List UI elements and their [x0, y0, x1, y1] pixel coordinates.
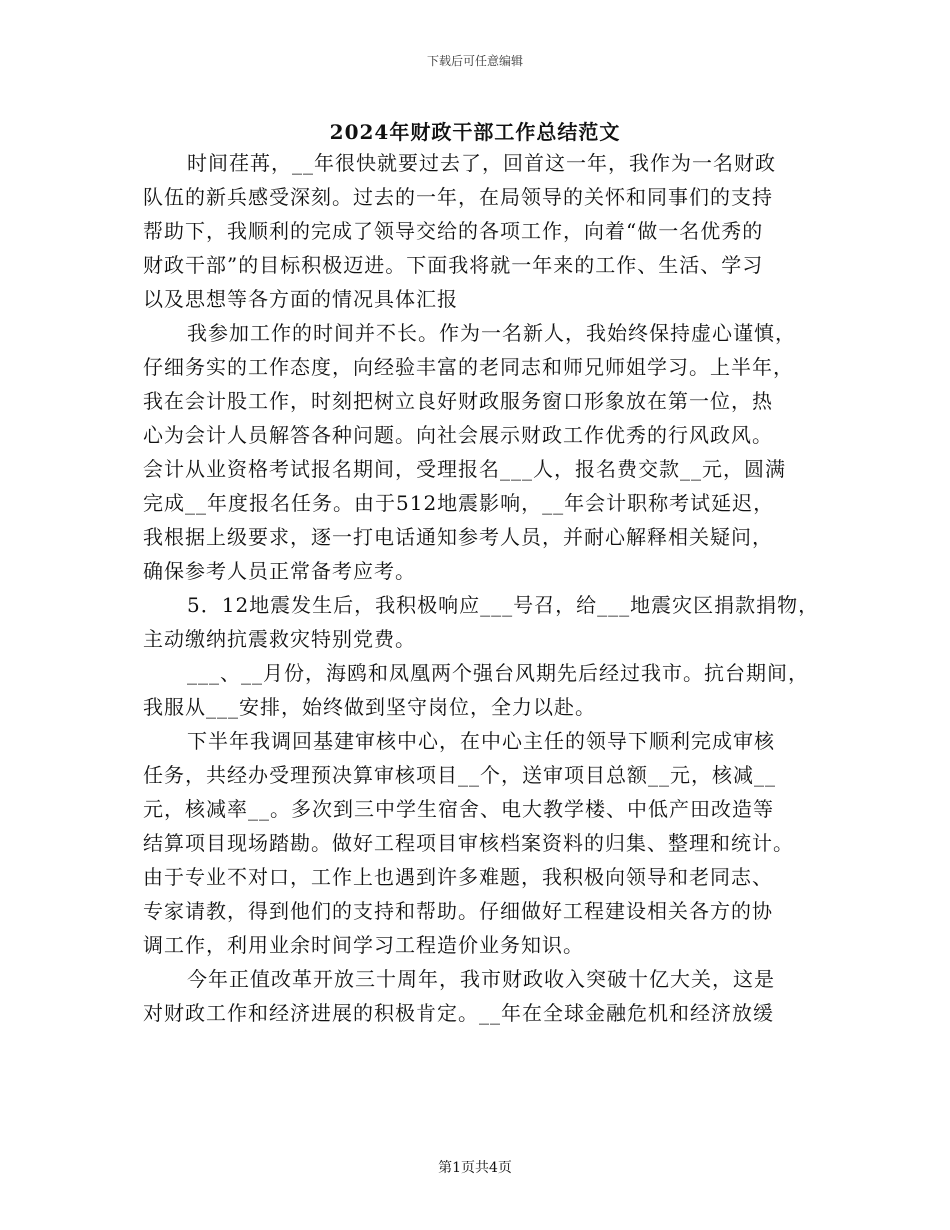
body-line: 以及思想等各方面的情况具体汇报	[143, 287, 458, 311]
body-line: 结算项目现场踏勘。做好工程项目审核档案资料的归集、整理和统计。	[143, 831, 794, 855]
body-line: 我服从___安排，始终做到坚守岗位，全力以赴。	[143, 695, 596, 719]
body-line: 调工作，利用业余时间学习工程造价业务知识。	[143, 933, 584, 957]
body-line: 我根据上级要求，逐一打电话通知参考人员，并耐心解释相关疑问，	[143, 525, 773, 549]
document-title: 2024年财政干部工作总结范文	[329, 120, 621, 144]
body-line: ___、__月份，海鸥和凤凰两个强台风期先后经过我市。抗台期间，	[187, 661, 809, 685]
body-line: 我参加工作的时间并不长。作为一名新人，我始终保持虚心谨慎，	[187, 321, 796, 345]
body-line: 心为会计人员解答各种问题。向社会展示财政工作优秀的行风政风。	[143, 423, 773, 447]
document-body	[143, 146, 843, 1030]
body-line: 主动缴纳抗震救灾特别党费。	[143, 627, 416, 651]
body-line: 时间荏苒，__年很快就要过去了，回首这一年，我作为一名财政	[187, 151, 776, 175]
body-line: 队伍的新兵感受深刻。过去的一年，在局领导的关怀和同事们的支持	[143, 185, 773, 209]
body-line: 由于专业不对口，工作上也遇到许多难题，我积极向领导和老同志、	[143, 865, 773, 889]
body-line: 仔细务实的工作态度，向经验丰富的老同志和师兄师姐学习。上半年，	[143, 355, 794, 379]
body-line: 专家请教，得到他们的支持和帮助。仔细做好工程建设相关各方的协	[143, 899, 773, 923]
body-line: 对财政工作和经济进展的积极肯定。__年在全球金融危机和经济放缓	[143, 1001, 774, 1025]
body-line: 5．12地震发生后，我积极响应___号召，给___地震灾区捐款捐物，	[187, 593, 820, 617]
page-number-footer: 第1页共4页	[438, 1160, 512, 1176]
page-header-note: 下载后可任意编辑	[426, 54, 523, 68]
body-line: 下半年我调回基建审核中心，在中心主任的领导下顺利完成审核	[187, 729, 775, 753]
body-line: 会计从业资格考试报名期间，受理报名___人，报名费交款__元，圆满	[143, 457, 786, 481]
body-line: 我在会计股工作，时刻把树立良好财政服务窗口形象放在第一位，热	[143, 389, 773, 413]
body-line: 任务，共经办受理预决算审核项目__个，送审项目总额__元，核减__	[143, 763, 776, 787]
body-line: 元，核减率__。多次到三中学生宿舍、电大教学楼、中低产田改造等	[143, 797, 774, 821]
body-line: 确保参考人员正常备考应考。	[143, 559, 416, 583]
body-line: 今年正值改革开放三十周年，我市财政收入突破十亿大关，这是	[187, 967, 775, 991]
body-line: 帮助下，我顺利的完成了领导交给的各项工作，向着“做一名优秀的	[143, 219, 764, 243]
body-line: 财政干部”的目标积极迈进。下面我将就一年来的工作、生活、学习	[143, 253, 764, 277]
body-line: 完成__年度报名任务。由于512地震影响，__年会计职称考试延迟，	[143, 491, 775, 515]
